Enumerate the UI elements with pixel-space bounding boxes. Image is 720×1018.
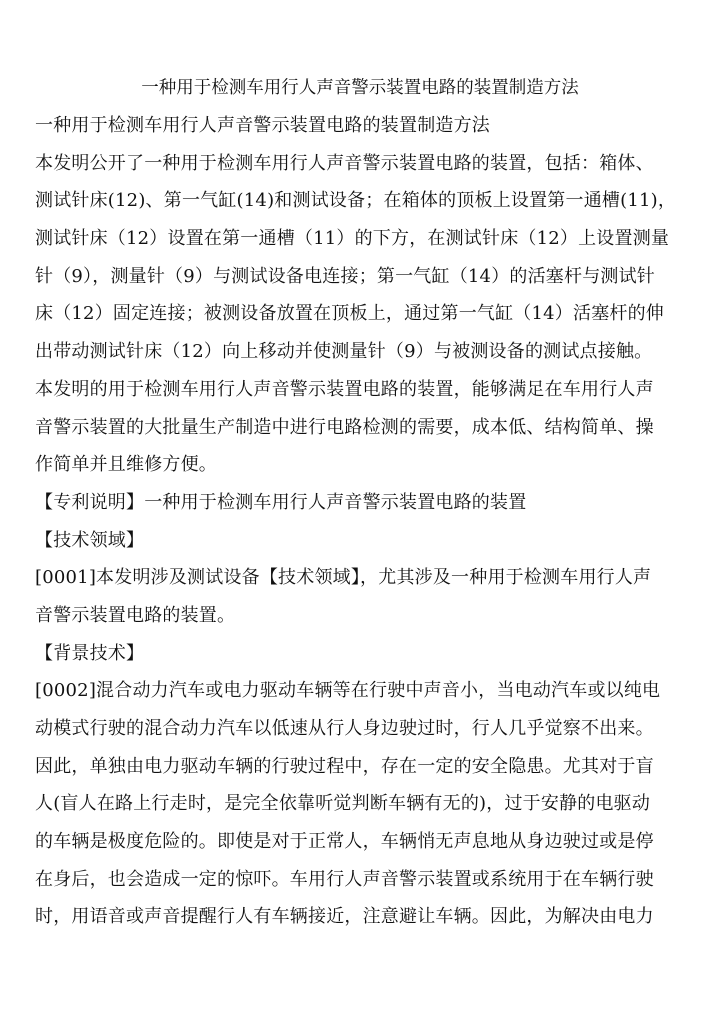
text-line: 本发明的用于检测车用行人声音警示装置电路的装置，能够满足在车用行人声: [35, 378, 654, 400]
text-line: 【专利说明】一种用于检测车用行人声音警示装置电路的装置: [35, 491, 527, 513]
text-line: 出带动测试针床（12）向上移动并使测量针（9）与被测设备的测试点接触。: [35, 341, 653, 363]
document-body: [35, 113, 687, 942]
document-title: 一种用于检测车用行人声音警示装置电路的装置制造方法: [141, 78, 579, 98]
text-line: 测试针床（12）设置在第一通槽（11）的下方，在测试针床（12）上设置测量: [35, 228, 670, 250]
text-line: 一种用于检测车用行人声音警示装置电路的装置制造方法: [35, 115, 490, 136]
text-line: 因此，单独由电力驱动车辆的行驶过程中，存在一定的安全隐患。尤其对于盲: [35, 755, 654, 777]
text-line: 的车辆是极度危险的。即使是对于正常人，车辆悄无声息地从身边驶过或是停: [35, 831, 654, 853]
text-line: 本发明公开了一种用于检测车用行人声音警示装置电路的装置，包括：箱体、: [35, 152, 654, 174]
text-line: 测试针床(12)、第一气缸(14)和测试设备；在箱体的顶板上设置第一通槽(11)，: [35, 190, 677, 212]
text-line: 时，用语音或声音提醒行人有车辆接近，注意避让车辆。因此，为解决由电力: [35, 906, 654, 928]
text-line: 动模式行驶的混合动力汽车以低速从行人身边驶过时，行人几乎觉察不出来。: [35, 718, 654, 739]
section-heading: 【技术领域】: [35, 529, 145, 551]
text-line: 音警示装置电路的装置。: [35, 604, 236, 626]
text-line: 在身后，也会造成一定的惊吓。车用行人声音警示装置或系统用于在车辆行驶: [35, 868, 654, 890]
text-line: [0001]本发明涉及测试设备【技术领域】，尤其涉及一种用于检测车用行人声: [35, 567, 652, 589]
text-line: 人(盲人在路上行走时，是完全依靠听觉判断车辆有无的)，过于安静的电驱动: [35, 793, 651, 815]
text-line: [0002]混合动力汽车或电力驱动车辆等在行驶中声音小，当电动汽车或以纯电: [35, 680, 661, 702]
section-heading: 【背景技术】: [35, 642, 145, 664]
text-line: 床（12）固定连接；被测设备放置在顶板上，通过第一气缸（14）活塞杆的伸: [35, 303, 665, 325]
text-line: 音警示装置的大批量生产制造中进行电路检测的需要，成本低、结构简单、操: [35, 416, 654, 438]
text-line: 作简单并且维修方便。: [35, 454, 217, 476]
text-line: 针（9），测量针（9）与测试设备电连接；第一气缸（14）的活塞杆与测试针: [35, 265, 656, 287]
